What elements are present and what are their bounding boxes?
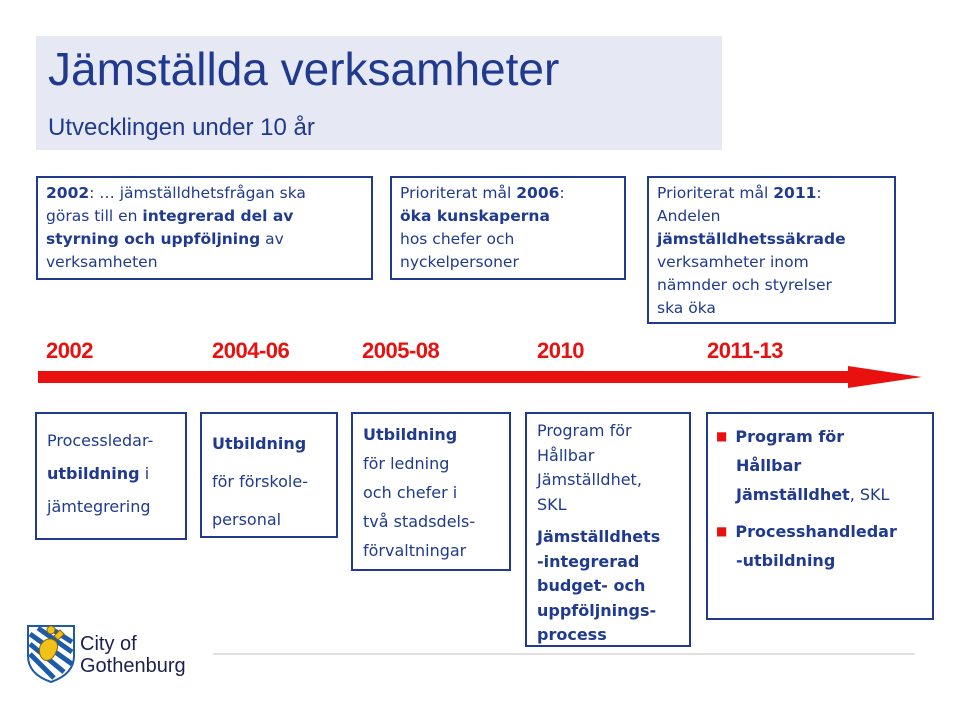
text-line (657, 274, 886, 297)
text-line (363, 420, 499, 449)
goal-box-2006 (390, 176, 626, 280)
text: verksamheter inom (657, 253, 809, 271)
text-line (47, 424, 175, 457)
text: nämnder och styrelser (657, 276, 832, 294)
text-line (400, 205, 616, 228)
activity-box-utbildning-ledning (351, 412, 511, 571)
text: : … jämställdhetsfrågan ska (89, 184, 306, 202)
text: göras till en (46, 207, 143, 225)
bold-text: -integrerad (537, 551, 640, 571)
text: Prioriterat mål (657, 184, 774, 202)
text-line (363, 507, 499, 536)
timeline-year-2010: 2010 (537, 338, 584, 363)
text: SKL (537, 494, 567, 514)
bold-text: Hållbar (736, 456, 802, 475)
bold-text: Utbildning (212, 434, 307, 453)
bold-text: Utbildning (363, 425, 458, 444)
text-line (212, 425, 326, 463)
bullet-square-icon: ■ (716, 429, 728, 443)
text: i (139, 464, 150, 483)
bold-text: integrerad del av (142, 207, 294, 225)
text-line (537, 444, 679, 469)
page-subtitle: Utvecklingen under 10 år (48, 114, 315, 141)
bold-text: 2011 (773, 184, 817, 202)
text-line (400, 251, 616, 274)
text-line (716, 480, 924, 509)
text: personal (212, 510, 282, 529)
activity-box-program-processhandledar (706, 412, 934, 620)
text: hos chefer och (400, 230, 515, 248)
text-line (537, 525, 679, 550)
footer-divider (213, 653, 915, 655)
logo-wordmark (80, 633, 186, 677)
bold-text: utbildning (47, 464, 140, 483)
timeline-arrow-bar (38, 371, 856, 383)
text-line (537, 599, 679, 624)
text: Prioriterat mål (400, 184, 517, 202)
text: två stadsdels- (363, 512, 476, 531)
timeline-year-2011-13: 2011-13 (707, 338, 784, 363)
text-line (46, 182, 363, 205)
bold-text: Program för (735, 427, 845, 446)
bold-text: Jämställdhet (736, 485, 850, 504)
bold-text: process (537, 625, 607, 644)
bold-text: Processhandledar (735, 522, 897, 541)
text: : (816, 184, 822, 202)
text-line (537, 550, 679, 575)
timeline-year-2002: 2002 (46, 338, 93, 363)
activity-box-utbildning-forskolepersonal (200, 412, 338, 538)
text-line (657, 251, 886, 274)
text-line (363, 536, 499, 565)
text-line (657, 205, 886, 228)
text-line (363, 449, 499, 478)
goal-box-2011 (647, 176, 896, 324)
text-line (537, 574, 679, 599)
text-line (212, 463, 326, 501)
text: av (260, 230, 284, 248)
text-line (716, 422, 924, 451)
text: Program för (537, 421, 632, 440)
timeline-arrow-head (848, 366, 922, 388)
bold-text: budget- och (537, 576, 646, 595)
text-line (537, 493, 679, 518)
text-line (400, 228, 616, 251)
text-line (212, 501, 326, 539)
text: Andelen (657, 207, 721, 225)
bold-text: öka kunskaperna (400, 207, 550, 225)
text-line (657, 297, 886, 320)
bullet-square-icon: ■ (716, 524, 728, 538)
text: och chefer i (363, 483, 458, 502)
text-line (657, 182, 886, 205)
bold-text: 2006 (516, 184, 560, 202)
logo-line-1: City of (80, 633, 137, 655)
bold-text: jämställdhetssäkrade (657, 230, 846, 248)
text-line (46, 228, 363, 251)
text: : (559, 184, 565, 202)
text: för ledning (363, 454, 450, 473)
text: ska öka (657, 299, 716, 317)
text-line (46, 251, 363, 274)
text-line (46, 205, 363, 228)
bold-text: 2002 (46, 184, 90, 202)
text: , SKL (849, 485, 890, 504)
bold-text: Jämställdhets (537, 527, 661, 546)
text-line (400, 182, 616, 205)
text-line (537, 419, 679, 444)
text-line (657, 228, 886, 251)
text: verksamheten (46, 253, 158, 271)
text-line (47, 457, 175, 490)
bold-text: -utbildning (736, 551, 836, 570)
text-line (537, 623, 679, 648)
text: för förskole- (212, 472, 308, 491)
logo-line-2: Gothenburg (80, 655, 186, 677)
text-line (47, 490, 175, 523)
text: nyckelpersoner (400, 253, 519, 271)
text-line (537, 468, 679, 493)
activity-box-processledarutbildning (35, 412, 187, 540)
goal-box-2002 (36, 176, 373, 280)
text-line (716, 546, 924, 575)
text: förvaltningar (363, 541, 467, 560)
bold-text: uppföljnings- (537, 600, 657, 620)
bold-text: styrning och uppföljning (46, 230, 261, 248)
text-line (716, 517, 924, 546)
timeline-year-2005-08: 2005-08 (362, 338, 440, 363)
text: Processledar- (47, 431, 154, 450)
text-line (716, 451, 924, 480)
timeline-year-2004-06: 2004-06 (212, 338, 290, 363)
text-line (363, 478, 499, 507)
page-title: Jämställda verksamheter (48, 43, 560, 95)
activity-box-hallbar-jamstalldhet (525, 412, 691, 647)
text: Jämställdhet, (537, 470, 642, 489)
text: Hållbar (537, 445, 595, 465)
text: jämtegrering (47, 497, 151, 516)
